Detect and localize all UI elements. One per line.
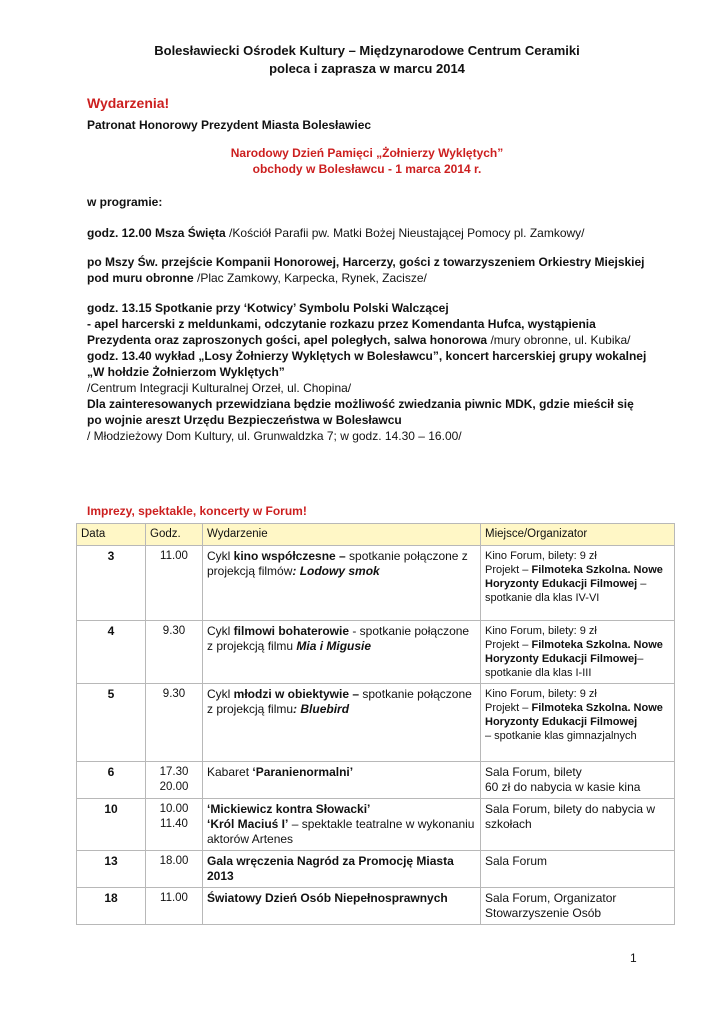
event-desc: - spotkanie połączone z projekcją filmu xyxy=(207,624,470,653)
place-project: Projekt – xyxy=(485,564,532,576)
row-event: Gala wręczenia Nagród za Promocję Miasta 2013 xyxy=(203,851,481,888)
row-event: Światowy Dzień Osób Niepełnosprawnych xyxy=(203,888,481,925)
imprezy-heading: Imprezy, spektakle, koncerty w Forum! xyxy=(87,504,307,518)
przejscie-location: /Plac Zamkowy, Karpecka, Rynek, Zacisze/ xyxy=(193,271,427,285)
event-prefix: Cykl xyxy=(207,624,234,638)
event-title: ‘Paranienormalni’ xyxy=(252,765,354,779)
zwiedzanie-location: / Młodzieżowy Dom Kultury, ul. Grunwaldzka 7; w godz. 14.30 – 16.00/ xyxy=(87,429,462,443)
row-event xyxy=(203,799,481,851)
national-day-title xyxy=(87,145,647,177)
header-line-2: poleca i zaprasza w marcu 2014 xyxy=(269,61,465,76)
row-time xyxy=(146,762,203,799)
row-place: Sala Forum, bilety do nabycia w szkołach xyxy=(481,799,675,851)
row-date: 3 xyxy=(77,546,146,621)
event-title-1: ‘Mickiewicz kontra Słowacki’ xyxy=(207,802,371,816)
event-prefix: Cykl xyxy=(207,549,234,563)
place-project-name: Filmoteka Szkolna. Nowe Horyzonty Edukacji Filmowej xyxy=(485,639,663,665)
place-project-name: Filmoteka Szkolna. Nowe Horyzonty Edukacji Filmowej xyxy=(485,564,663,590)
place-project: Projekt – xyxy=(485,702,532,714)
spotkanie-details xyxy=(87,316,647,348)
row-time: 11.00 xyxy=(146,546,203,621)
table-row xyxy=(77,621,675,684)
row-place: Sala Forum xyxy=(481,851,675,888)
row-event xyxy=(203,621,481,684)
table-row xyxy=(77,762,675,799)
national-day-line-2: obchody w Bolesławcu - 1 marca 2014 r. xyxy=(252,162,482,176)
row-place xyxy=(481,684,675,762)
row-date: 4 xyxy=(77,621,146,684)
table-row xyxy=(77,888,675,925)
wyklad-location: /Centrum Integracji Kulturalnej Orzeł, ul. Chopina/ xyxy=(87,381,352,395)
program-block-spotkanie xyxy=(87,300,647,444)
zwiedzanie-text: Dla zainteresowanych przewidziana będzie możliwość zwiedzania piwnic MDK, gdzie mieścił się po wojnie areszt Urzędu Bezpieczeństwa w Bolesławcu xyxy=(87,397,634,427)
time-1: 17.30 xyxy=(159,766,189,778)
event-prefix: Cykl xyxy=(207,687,234,701)
place-line: Sala Forum, bilety xyxy=(485,765,582,779)
program-item-msza xyxy=(87,225,647,241)
event-desc: spotkanie połączone z projekcją filmu xyxy=(207,687,472,716)
msza-location: /Kościół Parafii pw. Matki Bożej Nieustającej Pomocy pl. Zamkowy/ xyxy=(225,226,585,240)
row-event xyxy=(203,546,481,621)
place-audience: – spotkanie dla klas I-III xyxy=(485,653,644,679)
wydarzenia-heading: Wydarzenia! xyxy=(87,95,170,111)
row-time: 18.00 xyxy=(146,851,203,888)
time-2: 20.00 xyxy=(159,781,189,793)
place-audience: – spotkanie dla klas IV-VI xyxy=(485,578,647,604)
header-wydarzenie: Wydarzenie xyxy=(203,524,481,546)
row-date: 10 xyxy=(77,799,146,851)
place-line: Sala Forum, Organizator xyxy=(485,891,617,905)
row-date: 18 xyxy=(77,888,146,925)
row-time: 9.30 xyxy=(146,684,203,762)
program-item-przejscie xyxy=(87,254,647,286)
header-data: Data xyxy=(77,524,146,546)
document-header xyxy=(87,42,647,78)
event-film: : Lodowy smok xyxy=(292,564,380,578)
place-audience: – spotkanie klas gimnazjalnych xyxy=(485,730,637,742)
event-film: Mia i Migusie xyxy=(296,639,372,653)
patronat-line: Patronat Honorowy Prezydent Miasta Bolesławiec xyxy=(87,118,372,132)
row-place xyxy=(481,888,675,925)
row-time: 11.00 xyxy=(146,888,203,925)
event-desc: spotkanie połączone z projekcją filmów xyxy=(207,549,468,578)
event-cycle: kino współczesne – xyxy=(233,549,346,563)
spotkanie-apel: - apel harcerski z meldunkami, odczytanie rozkazu przez Komendanta Hufca, wystąpienia Prezydenta oraz zaproszonych gości, apel poległych, salwa honorowa xyxy=(87,317,596,347)
row-date: 5 xyxy=(77,684,146,762)
row-time xyxy=(146,799,203,851)
table-row xyxy=(77,851,675,888)
event-film: : Bluebird xyxy=(293,702,350,716)
events-table xyxy=(76,523,675,925)
place-line: Kino Forum, bilety: 9 zł xyxy=(485,688,597,700)
spotkanie-title: godz. 13.15 Spotkanie przy ‘Kotwicy’ Symbolu Polski Walczącej xyxy=(87,301,449,315)
spotkanie-location: /mury obronne, ul. Kubika/ xyxy=(487,333,631,347)
event-cycle: młodzi w obiektywie – xyxy=(233,687,360,701)
header-godz: Godz. xyxy=(146,524,203,546)
row-date: 6 xyxy=(77,762,146,799)
place-tickets: 60 zł do nabycia w kasie kina xyxy=(485,780,641,794)
place-organizer: Stowarzyszenie Osób xyxy=(485,906,602,920)
time-2: 11.40 xyxy=(160,818,188,830)
event-prefix: Kabaret xyxy=(207,765,253,779)
row-place xyxy=(481,546,675,621)
event-desc: – spektakle teatralne w wykonaniu aktorów Artenes xyxy=(207,817,475,846)
national-day-line-1: Narodowy Dzień Pamięci „Żołnierzy Wyklętych” xyxy=(230,146,504,160)
row-event xyxy=(203,762,481,799)
table-header-row xyxy=(77,524,675,546)
row-event xyxy=(203,684,481,762)
msza-time: godz. 12.00 Msza Święta xyxy=(87,226,226,240)
place-project: Projekt – xyxy=(485,639,532,651)
row-date: 13 xyxy=(77,851,146,888)
event-title-2: ‘Król Maciuś I’ xyxy=(207,817,289,831)
row-time: 9.30 xyxy=(146,621,203,684)
place-project-name: Filmoteka Szkolna. Nowe Horyzonty Edukacji Filmowej xyxy=(485,702,663,728)
program-label: w programie: xyxy=(87,195,163,209)
event-cycle: filmowi bohaterowie xyxy=(233,624,350,638)
table-row xyxy=(77,684,675,762)
table-row xyxy=(77,799,675,851)
header-miejsce: Miejsce/Organizator xyxy=(481,524,675,546)
przejscie-text: po Mszy Św. przejście Kompanii Honorowej, Harcerzy, gości z towarzyszeniem Orkiestry Miejskiej pod muru obronne xyxy=(87,255,645,285)
place-line: Kino Forum, bilety: 9 zł xyxy=(485,550,597,562)
row-place xyxy=(481,621,675,684)
row-place xyxy=(481,762,675,799)
page-number: 1 xyxy=(630,951,637,965)
wyklad-title: godz. 13.40 wykład „Losy Żołnierzy Wyklętych w Bolesławcu”, koncert harcerskiej grupy wokalnej „W hołdzie Żołnierzom Wyklętych” xyxy=(87,349,647,379)
place-line: Kino Forum, bilety: 9 zł xyxy=(485,625,597,637)
table-row xyxy=(77,546,675,621)
time-1: 10.00 xyxy=(159,803,189,815)
header-line-1: Bolesławiecki Ośrodek Kultury – Międzynarodowe Centrum Ceramiki xyxy=(154,43,580,58)
